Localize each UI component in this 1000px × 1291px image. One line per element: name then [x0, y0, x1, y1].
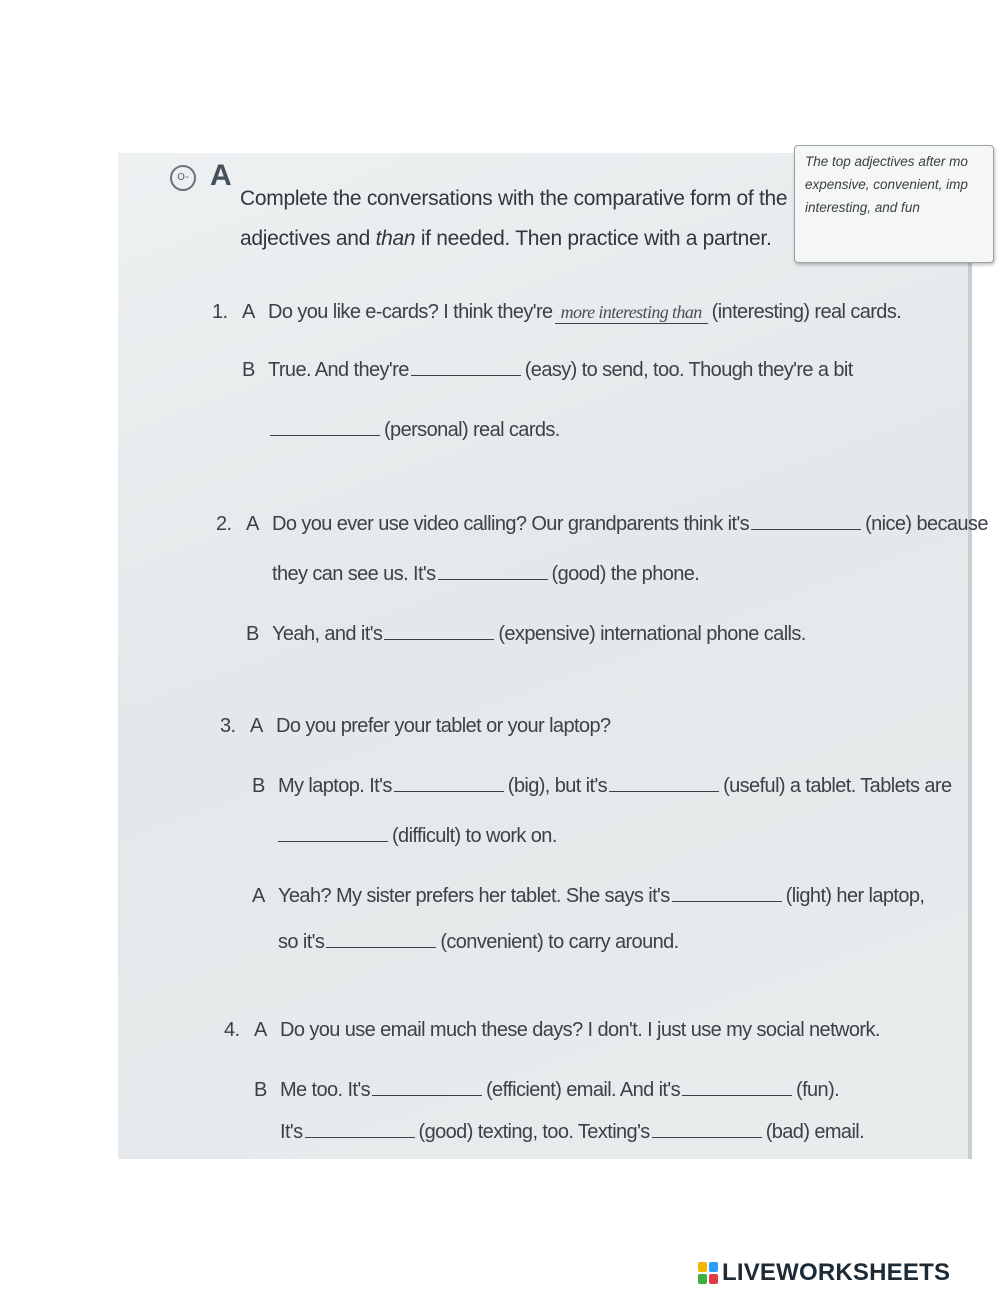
q2-line-a: [216, 513, 988, 536]
question-number: 1.: [212, 301, 228, 323]
speaker-label: B: [246, 623, 259, 645]
dialogue-text: (useful) a tablet. Tablets are: [723, 775, 952, 797]
dialogue-text: My laptop. It's: [278, 775, 392, 797]
answer-blank[interactable]: [384, 623, 494, 640]
dialogue-text: (interesting) real cards.: [711, 301, 902, 323]
answer-blank[interactable]: [751, 513, 861, 530]
dialogue-text: Yeah? My sister prefers her tablet. She says it's: [278, 885, 670, 907]
dialogue-text: Do you prefer your tablet or your laptop?: [276, 715, 611, 737]
speaker-label: A: [246, 513, 259, 535]
answer-blank[interactable]: [682, 1079, 792, 1096]
worksheet-photo: [118, 153, 988, 1159]
dialogue-text: (good) the phone.: [551, 563, 700, 585]
q4-line-a: [224, 1019, 880, 1042]
logo-text: LIVEWORKSHEETS: [722, 1259, 951, 1286]
dialogue-text: (bad) email.: [765, 1121, 865, 1143]
answer-blank[interactable]: [326, 931, 436, 948]
dialogue-text: Yeah, and it's: [272, 623, 383, 645]
dialogue-text: Do you use email much these days? I don't. I just use my social network.: [280, 1019, 880, 1041]
dialogue-text: (fun).: [796, 1079, 840, 1101]
dialogue-text: so it's: [278, 931, 325, 953]
q3-line-a3: [278, 931, 679, 954]
page-edge: [968, 153, 972, 1159]
dialogue-text: (personal) real cards.: [384, 419, 560, 441]
speaker-label: A: [252, 885, 265, 907]
dialogue-text: True. And they're: [268, 359, 409, 381]
note-line: The top adjectives after mo: [805, 154, 968, 169]
logo-icon: [698, 1262, 718, 1284]
answer-blank[interactable]: [278, 825, 388, 842]
instruction-line-1: Complete the conversations with the comparative form of the: [240, 187, 788, 210]
answer-blank[interactable]: [305, 1121, 415, 1138]
section-letter: A: [210, 159, 232, 192]
example-answer: more interesting than: [555, 302, 708, 324]
dialogue-text: (easy) to send, too. Though they're a bit: [524, 359, 853, 381]
instruction-text: if needed. Then practice with a partner.: [415, 227, 772, 250]
answer-blank[interactable]: [609, 775, 719, 792]
dialogue-text: (light) her laptop,: [785, 885, 925, 907]
note-line: interesting, and fun: [805, 200, 920, 215]
question-number: 4.: [224, 1019, 240, 1041]
dialogue-text: (convenient) to carry around.: [440, 931, 679, 953]
answer-blank[interactable]: [411, 359, 521, 376]
dialogue-text: they can see us. It's: [272, 563, 436, 585]
q3-line-b2: [276, 825, 557, 848]
speaker-label: B: [242, 359, 255, 381]
question-number: 2.: [216, 513, 232, 535]
q1-line-b: [242, 359, 853, 382]
answer-key-icon: O-: [170, 165, 196, 191]
liveworksheets-logo[interactable]: [698, 1258, 950, 1288]
q2-line-b: [246, 623, 806, 646]
q1-line-b2: [268, 419, 560, 442]
speaker-label: B: [254, 1079, 267, 1101]
speaker-label: A: [254, 1019, 267, 1041]
speaker-label: A: [250, 715, 263, 737]
answer-blank[interactable]: [438, 563, 548, 580]
instruction-text: adjectives and: [240, 227, 376, 250]
dialogue-text: (nice) because: [865, 513, 988, 535]
q4-line-b2: [280, 1121, 864, 1144]
dialogue-text: It's: [280, 1121, 303, 1143]
answer-blank[interactable]: [270, 419, 380, 436]
q4-line-b: [254, 1079, 839, 1102]
answer-blank[interactable]: [652, 1121, 762, 1138]
answer-blank[interactable]: [672, 885, 782, 902]
instruction-than: than: [375, 227, 416, 250]
speaker-label: A: [242, 301, 255, 323]
dialogue-text: Do you ever use video calling? Our grandparents think it's: [272, 513, 750, 535]
answer-blank[interactable]: [372, 1079, 482, 1096]
q1-line-a: [212, 301, 901, 324]
q3-line-a2: [252, 885, 924, 908]
dialogue-text: (big), but it's: [507, 775, 608, 797]
q2-line-a2: [272, 563, 699, 586]
dialogue-text: (difficult) to work on.: [392, 825, 557, 847]
instruction-line-2: [240, 227, 772, 251]
dialogue-text: (expensive) international phone calls.: [498, 623, 806, 645]
dialogue-text: Me too. It's: [280, 1079, 370, 1101]
note-line: expensive, convenient, imp: [805, 177, 968, 192]
dialogue-text: (good) texting, too. Texting's: [418, 1121, 650, 1143]
question-number: 3.: [220, 715, 236, 737]
q3-line-a: [220, 715, 611, 738]
q3-line-b: [252, 775, 952, 798]
speaker-label: B: [252, 775, 265, 797]
grammar-note-box: [794, 145, 994, 263]
answer-blank[interactable]: [394, 775, 504, 792]
dialogue-text: Do you like e-cards? I think they're: [268, 301, 553, 323]
dialogue-text: (efficient) email. And it's: [486, 1079, 681, 1101]
